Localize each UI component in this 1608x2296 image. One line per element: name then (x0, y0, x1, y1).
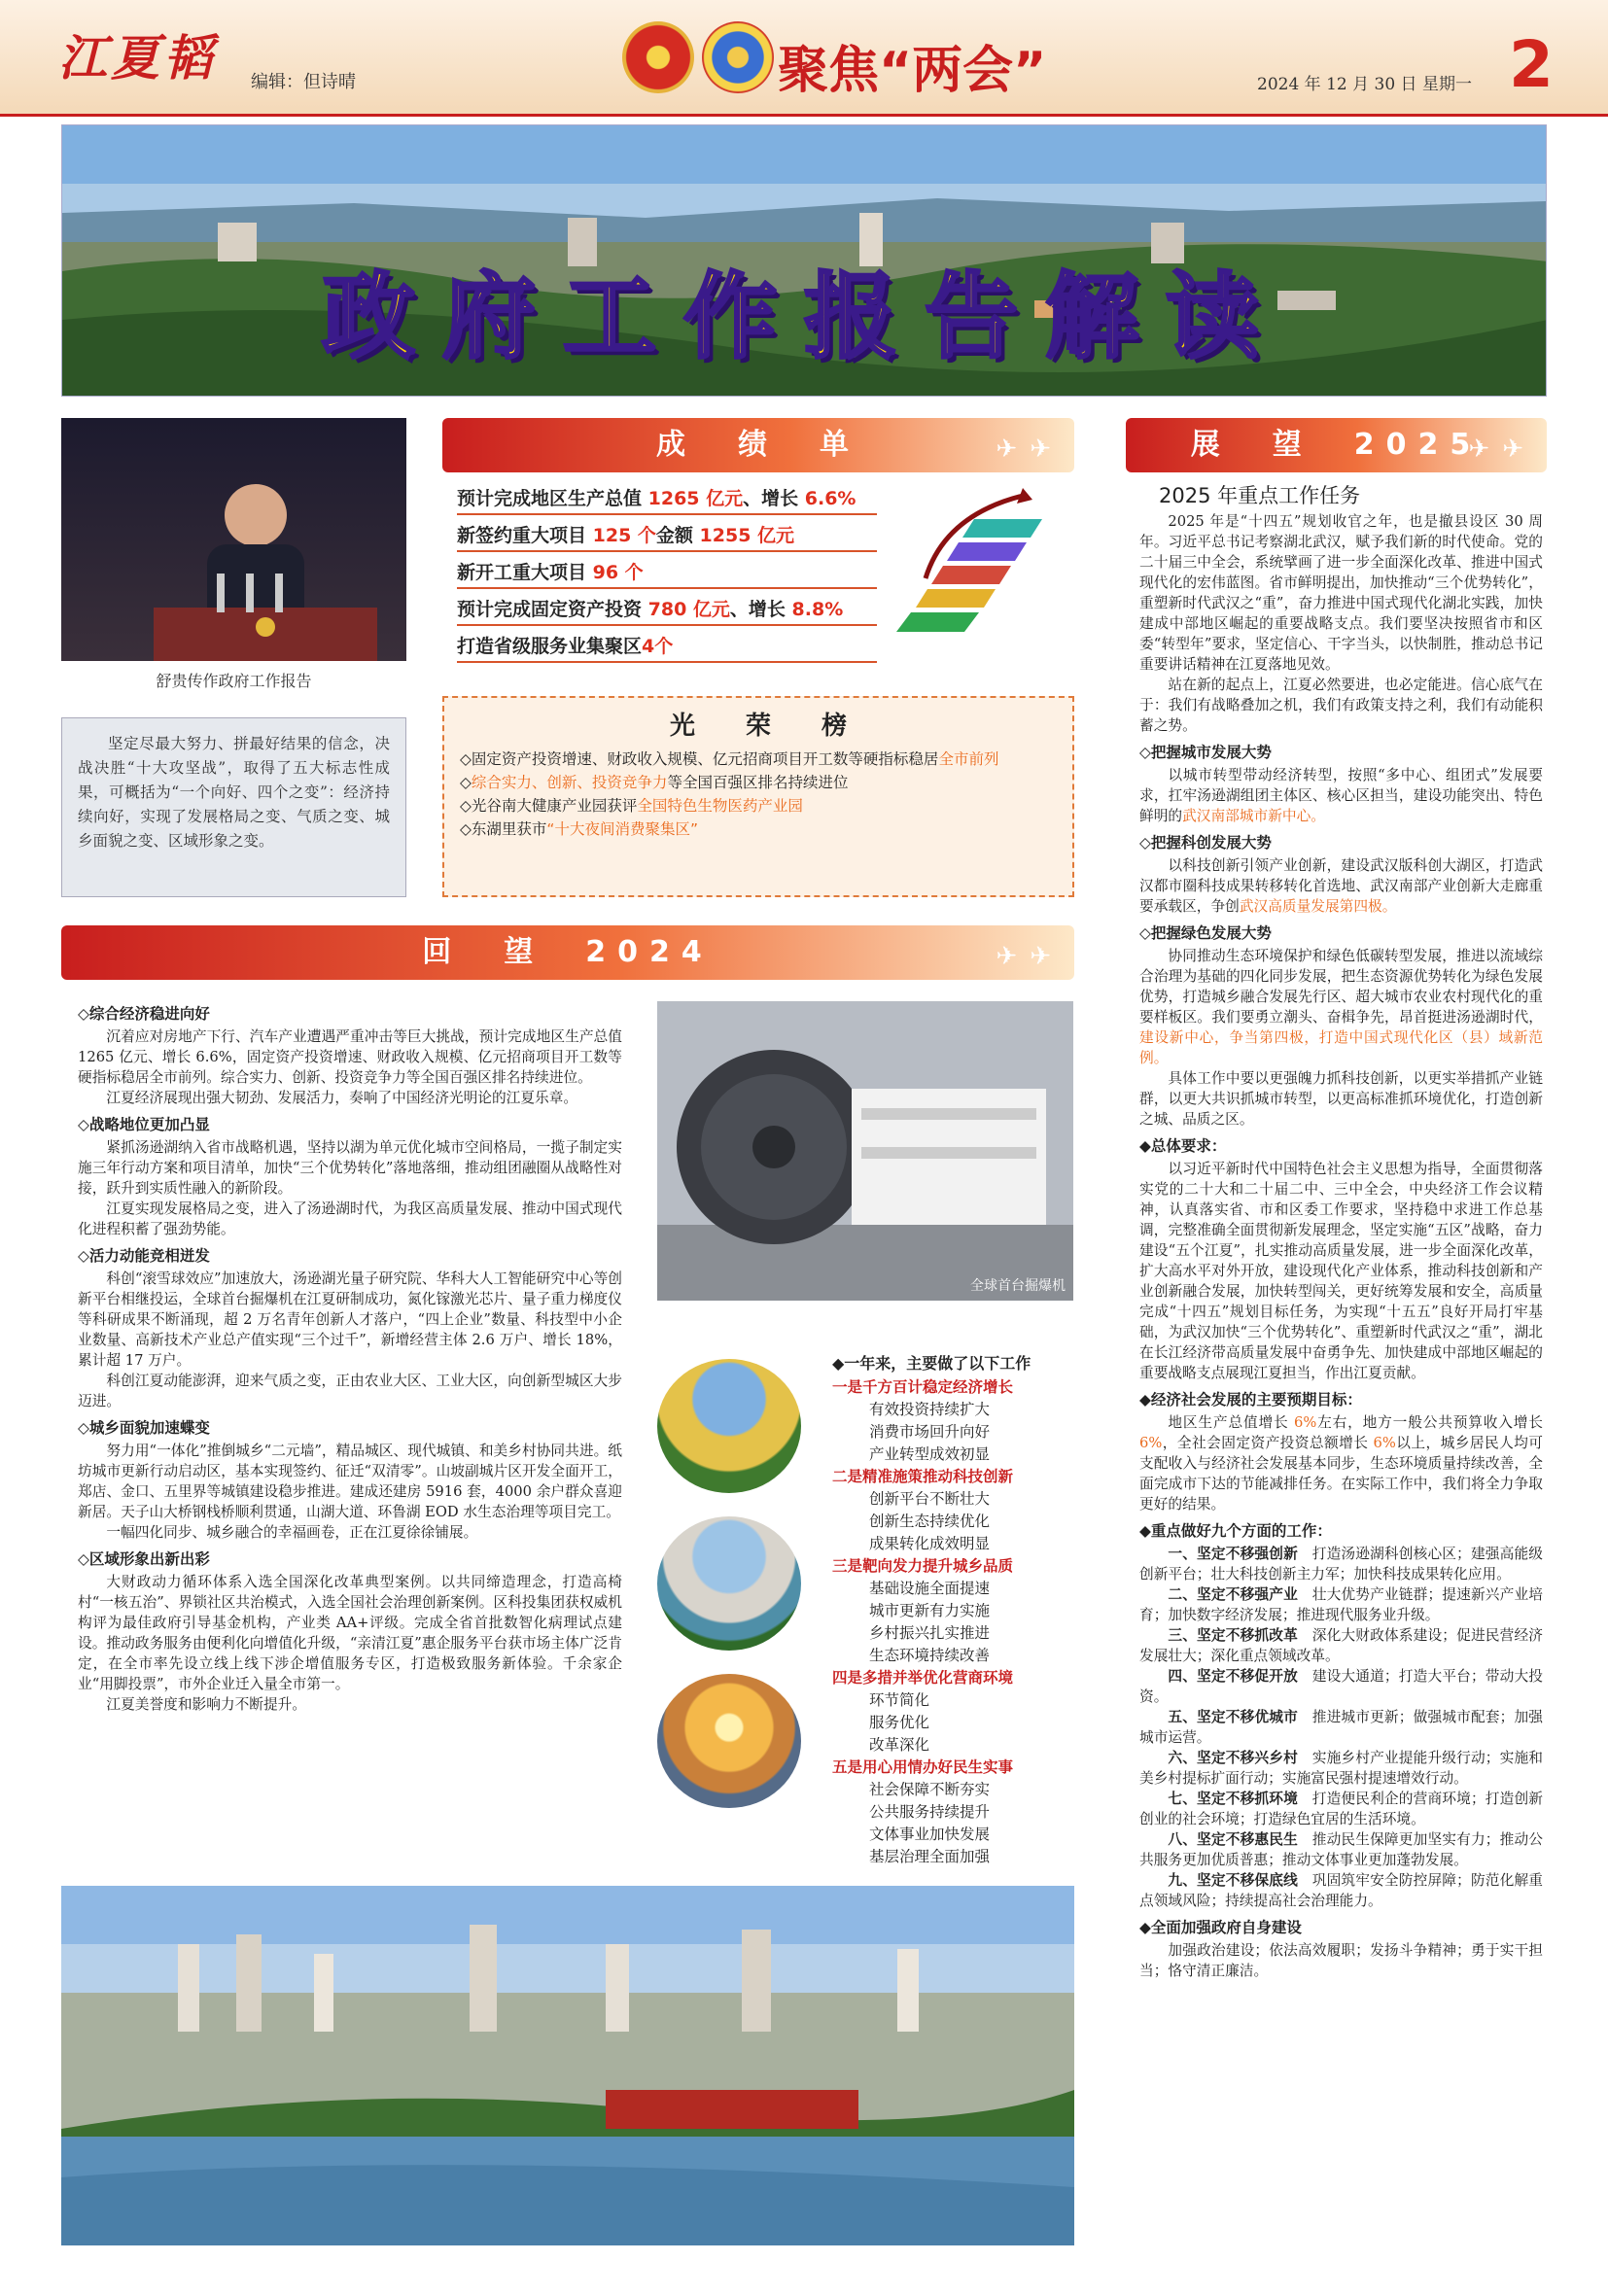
photo-caption: 舒贵传作政府工作报告 (156, 672, 312, 690)
achievements-title: ◆一年来，主要做了以下工作 (832, 1354, 1031, 1373)
task-item: 九、坚定不移保底线 巩固筑牢安全防控屏障；防范化解重点领域风险；持续提高社会治理能力。 (1139, 1872, 1543, 1909)
task-item: 一、坚定不移强创新 打造汤逊湖科创核心区；建强高能级创新平台；壮大科技创新主力军；加快科技成果转化应用。 (1139, 1546, 1543, 1583)
honor-title: 光 荣 榜 (669, 712, 847, 741)
achievement-heading: 五是用心用情办好民生实事 (832, 1758, 1014, 1776)
masthead: 江夏韬 (58, 29, 216, 87)
achievement-item: 环节简化 (869, 1691, 930, 1709)
review-paragraph: 科创江夏动能澎湃，迎来气质之变，正由农业大区、工业大区，向创新型城区大步迈进。 (78, 1373, 622, 1409)
cppcc-emblem-icon (702, 21, 774, 93)
outlook-paragraph: 站在新的起点上，江夏必然要进，也必定能进。信心底气在于：我们有战略叠加之机，我们有政策支持之利，我们有动能积蓄之势。 (1139, 677, 1543, 734)
review-paragraph: 江夏实现发展格局之变，进入了汤逊湖时代，为我区高质量发展、推动中国式现代化进程积蓄了强劲势能。 (78, 1200, 622, 1237)
achievement-item: 创新生态持续优化 (869, 1513, 991, 1530)
achievement-item: 生态环境持续改善 (869, 1647, 991, 1664)
birds-icon: ✈ ✈ (1468, 435, 1525, 464)
outlook-subheading: ◆重点做好九个方面的工作： (1139, 1521, 1332, 1540)
achievement-item: 社会保障不断夯实 (869, 1781, 991, 1798)
achievement-item: 改革深化 (869, 1736, 930, 1754)
outlook-subheading: ◇把握城市发展大势 (1139, 743, 1272, 761)
speaker-illustration (61, 418, 406, 661)
review-paragraph: 江夏经济展现出强大韧劲、发展活力，奏响了中国经济光明论的江夏乐章。 (106, 1090, 578, 1106)
birds-icon: ✈ ✈ (996, 942, 1053, 971)
review-paragraph: 一幅四化同步、城乡融合的幸福画卷，正在江夏徐徐铺展。 (106, 1524, 478, 1541)
scores-title: 成 绩 单 (656, 428, 860, 462)
outlook-subheading: ◆全面加强政府自身建设 (1139, 1918, 1302, 1936)
achievement-item: 创新平台不断壮大 (869, 1490, 991, 1508)
outlook-paragraph: 协同推动生态环境保护和绿色低碳转型发展，推进以流域综合治理为基础的四化同步发展，把生态资源优势转化为绿色发展优势，打造城乡融合发展先行区、超大城市农业农村现代化的重要样板区。我们要勇立潮头、奋楫争先，昂首挺进汤逊湖时代，建设新中心，争当第四极，打造中国式现代化区（县）域新范例。 (1139, 948, 1543, 1066)
outlook-subheading: ◇把握科创发展大势 (1139, 833, 1272, 852)
waterfront-photo (61, 1886, 1074, 2245)
page-number: 2 (1509, 27, 1554, 102)
achievement-item: 基础设施全面提速 (869, 1580, 991, 1597)
achievement-item: 服务优化 (869, 1714, 930, 1731)
achievements-list (832, 1351, 1075, 1868)
outlook-paragraph: 加强政治建设；依法高效履职；发扬斗争精神；勇于实干担当；恪守清正廉洁。 (1139, 1942, 1543, 1979)
honor-item: ◇综合实力、创新、投资竞争力等全国百强区排名持续进位 (460, 774, 849, 791)
lakeside-city-photo (657, 1516, 801, 1651)
review-subheading: ◇活力动能竞相迸发 (78, 1246, 210, 1265)
summary-quote-text: 坚定尽最大努力、拼最好结果的信念，决战决胜“十大攻坚战”，取得了五大标志性成果，可概括为“一个向好、四个之变”：经济持续向好，实现了发展格局之变、气质之变、城乡面貌之变、区域形象之变。 (78, 735, 390, 850)
outlook-paragraph: 以城市转型带动经济转型，按照“多中心、组团式”发展要求，扛牢汤逊湖组团主体区、核心区担当，建设功能突出、特色鲜明的武汉南部城市新中心。 (1139, 767, 1543, 824)
achievement-item: 公共服务持续提升 (869, 1803, 991, 1821)
achievement-item: 成果转化成效明显 (869, 1535, 991, 1552)
score-item: 新开工重大项目 96 个 (457, 557, 877, 589)
achievement-item: 产业转型成效初显 (869, 1445, 991, 1463)
tbm-illustration (657, 1001, 1073, 1301)
review-subheading: ◇城乡面貌加速蝶变 (78, 1418, 210, 1437)
banner-title: 政府工作报告解读 (322, 262, 1286, 371)
task-item: 七、坚定不移抓环境 打造便民利企的营商环境；打造创新创业的社会环境；打造绿色宜居的生活环境。 (1139, 1791, 1543, 1827)
review-paragraph: 科创“滚雪球效应”加速放大，汤逊湖光量子研究院、华科大人工智能研究中心等创新平台相继投运，全球首台掘爆机在江夏研制成功，氮化镓激光芯片、量子重力梯度仪等科研成果不断涌现，超 2 万名青年创新人才落户，“四上企业”数量、科技型中小企业数量、高新技术产业总产值实现“三个过千”，新增经营主体 2.6 万户、增长 18%，累计超 17 万户。 (78, 1270, 622, 1369)
review-paragraph: 努力用“一体化”推倒城乡“二元墙”，精品城区、现代城镇、和美乡村协同共进。纸坊城市更新行动启动区，基本实现签约、征迁“双清零”。山坡副城片区开发全面开工，郑店、金口、五里界等城镇建设稳步推进。建成还建房 5916 套，4000 余户群众喜迎新居。天子山大桥钢栈桥顺利贯通，山湖大道、环鲁湖 EOD 水生态治理等项目完工。 (78, 1443, 622, 1520)
outlook-title: 展 望 2025 (1190, 428, 1483, 462)
achievement-item: 有效投资持续扩大 (869, 1401, 991, 1418)
review-paragraph: 大财政动力循环体系入选全国深化改革典型案例。以共同缔造理念，打造高椅村“一核五治”、界锁社区共治模式，入选全国社会治理创新案例。区科投集团获权威机构评为最佳政府引导基金机构，产业类 AA+评级。完成全省首批数智化病理试点建设。推动政务服务由便利化向增值化升级，“亲清江夏”惠企服务平台获市场主体广泛肯定，在全市率先设立线上线下涉企增值服务专区，打造极致服务新体验。千余家企业“用脚投票”，市外企业迁入量全市第一。 (78, 1574, 622, 1692)
review-subheading: ◇综合经济稳进向好 (78, 1004, 210, 1023)
scores-header (442, 418, 1074, 472)
task-item: 三、坚定不移抓改革 深化大财政体系建设；促进民营经济发展壮大；深化重点领域改革。 (1139, 1627, 1543, 1664)
tbm-photo (657, 1001, 1073, 1301)
score-item: 预计完成地区生产总值 1265 亿元、增长 6.6% (457, 483, 877, 515)
task-item: 六、坚定不移兴乡村 实施乡村产业提能升级行动；实施和美乡村提标扩面行动；实施富民强村提速增效行动。 (1139, 1750, 1543, 1787)
achievement-item: 城市更新有力实施 (869, 1602, 991, 1619)
review-title: 回 望 2024 (422, 935, 714, 969)
sunrise-city-photo (657, 1674, 801, 1808)
outlook-paragraph: 以科技创新引领产业创新，建设武汉版科创大湖区，打造武汉都市圈科技成果转移转化首选地、武汉南部产业创新大走廊重要承载区，争创武汉高质量发展第四极。 (1139, 857, 1543, 915)
honor-box (442, 696, 1074, 897)
outlook-header (1126, 418, 1547, 472)
outlook-subheading: ◆经济社会发展的主要预期目标： (1139, 1390, 1362, 1409)
outlook-paragraph: 2025 年是“十四五”规划收官之年，也是撤县设区 30 周年。习近平总书记考察湖北武汉，赋予我们新的时代使命。党的二十届三中全会，系统擘画了进一步全面深化改革、推进中国式现代化的宏伟蓝图。省市鲜明提出，加快推动“三个优势转化”，重塑新时代武汉之“重”，奋力推进中国式现代化湖北实践，加快建成中部地区崛起的重要战略支点。我们要坚决按照省市和区委“转型年”要求，坚定信心、干字当头，以快制胜，推动总书记重要讲话精神在江夏落地见效。 (1139, 513, 1543, 673)
task-item: 八、坚定不移惠民生 推动民生保障更加坚实有力；推动公共服务更加优质普惠；推动文体事业更加蓬勃发展。 (1139, 1831, 1543, 1868)
review-paragraph: 江夏美誉度和影响力不断提升。 (106, 1696, 307, 1713)
honor-item: ◇光谷南大健康产业园获评全国特色生物医药产业园 (460, 797, 803, 815)
honor-list (460, 748, 1057, 841)
waterfront-illustration (61, 1886, 1074, 2245)
achievement-item: 乡村振兴扎实推进 (869, 1624, 991, 1642)
nine-tasks-list (1139, 1544, 1543, 1911)
national-emblem-icon (622, 21, 694, 93)
achievement-heading: 三是靶向发力提升城乡品质 (832, 1557, 1014, 1575)
review-header (61, 925, 1074, 980)
outlook-paragraph: 地区生产总值增长 6%左右，地方一般公共预算收入增长 6%，全社会固定资产投资总额增长 6%以上，城乡居民人均可支配收入与经济社会发展基本同步，生态环境质量持续改善，全面完成市下达的节能减排任务。在实际工作中，我们将全力争取更好的结果。 (1139, 1414, 1543, 1513)
birds-icon: ✈ ✈ (996, 435, 1053, 464)
honor-item: ◇东湖里获市“十大夜间消费聚集区” (460, 820, 698, 838)
outlook-heading: 2025 年重点工作任务 (1159, 484, 1361, 507)
achievement-heading: 二是精准施策推动科技创新 (832, 1468, 1014, 1485)
speaker-photo (61, 418, 406, 661)
outlook-paragraph: 以习近平新时代中国特色社会主义思想为指导，全面贯彻落实党的二十大和二十届二中、三中全会，中央经济工作会议精神，认真落实省、市和区委工作要求，坚持稳中求进工作总基调，完整准确全面贯彻新发展理念，坚定实施“五区”战略，奋力建设“五个江夏”，扎实推动高质量发展，进一步全面深化改革，扩大高水平对外开放，建设现代化产业体系，推动科技创新和产业创新融合发展，加快转型闯关，更好统筹发展和安全，高质量完成“十四五”规划目标任务，为实现“十五五”良好开局打牢基础，为武汉加快“三个优势转化”、重塑新时代武汉之“重”，湖北在长江经济带高质量发展中奋勇争先、加快建成中部地区崛起的重要战略支点展现江夏担当，作出江夏贡献。 (1139, 1161, 1543, 1381)
tbm-caption: 全球首台掘爆机 (970, 1278, 1066, 1294)
achievement-heading: 一是千方百计稳定经济增长 (832, 1378, 1014, 1396)
outlook-subheading: ◇把握绿色发展大势 (1139, 923, 1272, 942)
achievement-item: 文体事业加快发展 (869, 1826, 991, 1843)
score-item: 预计完成固定资产投资 780 亿元、增长 8.8% (457, 594, 877, 626)
outlook-subheading: ◆总体要求： (1139, 1136, 1227, 1155)
outlook-column (1139, 480, 1543, 1981)
section-focus-title: 聚焦“两会” (778, 42, 1047, 100)
outlook-paragraph: 具体工作中要以更强魄力抓科技创新，以更实举措抓产业链群，以更大共识抓城市转型，以更高标准抓环境优化，打造创新之城、品质之区。 (1139, 1070, 1543, 1128)
achievement-item: 基层治理全面加强 (869, 1848, 991, 1865)
task-item: 二、坚定不移强产业 壮大优势产业链群；提速新兴产业培育；加快数字经济发展；推进现代服务业升级。 (1139, 1586, 1543, 1623)
editor-credit: 编辑：但诗晴 (251, 72, 356, 92)
task-item: 五、坚定不移优城市 推进城市更新；做强城市配套；加强城市运营。 (1139, 1709, 1543, 1746)
review-column (78, 997, 622, 1715)
review-subheading: ◇战略地位更加凸显 (78, 1115, 210, 1133)
review-subheading: ◇区域形象出新出彩 (78, 1549, 210, 1568)
achievement-heading: 四是多措并举优化营商环境 (832, 1669, 1014, 1687)
task-item: 四、坚定不移促开放 建设大通道；打造大平台；带动大投资。 (1139, 1668, 1543, 1705)
achievement-item: 消费市场回升向好 (869, 1423, 991, 1441)
issue-date: 2024 年 12 月 30 日 星期一 (1257, 75, 1472, 94)
review-paragraph: 紧抓汤逊湖纳入省市战略机遇，坚持以湖为单元优化城市空间格局，一揽子制定实施三年行动方案和项目清单，加快“三个优势转化”落地落细，推动组团融圈从战略性对接，跃升到实质性融入的新阶段。 (78, 1139, 622, 1197)
review-paragraph: 沉着应对房地产下行、汽车产业遭遇严重冲击等巨大挑战，预计完成地区生产总值 1265 亿元、增长 6.6%，固定资产投资增速、财政收入规模、亿元招商项目开工数等硬指标稳居全市前列。综合实力、创新、投资竞争力等全国百强区排名持续进位。 (78, 1028, 622, 1086)
growth-steps-icon (887, 486, 1071, 651)
scores-list (457, 483, 877, 668)
score-item: 打造省级服务业集聚区4个 (457, 631, 877, 663)
summary-quote (61, 717, 406, 897)
farmland-photo (657, 1359, 801, 1493)
honor-item: ◇固定资产投资增速、财政收入规模、亿元招商项目开工数等硬指标稳居全市前列 (460, 750, 999, 768)
score-item: 新签约重大项目 125 个金额 1255 亿元 (457, 520, 877, 552)
